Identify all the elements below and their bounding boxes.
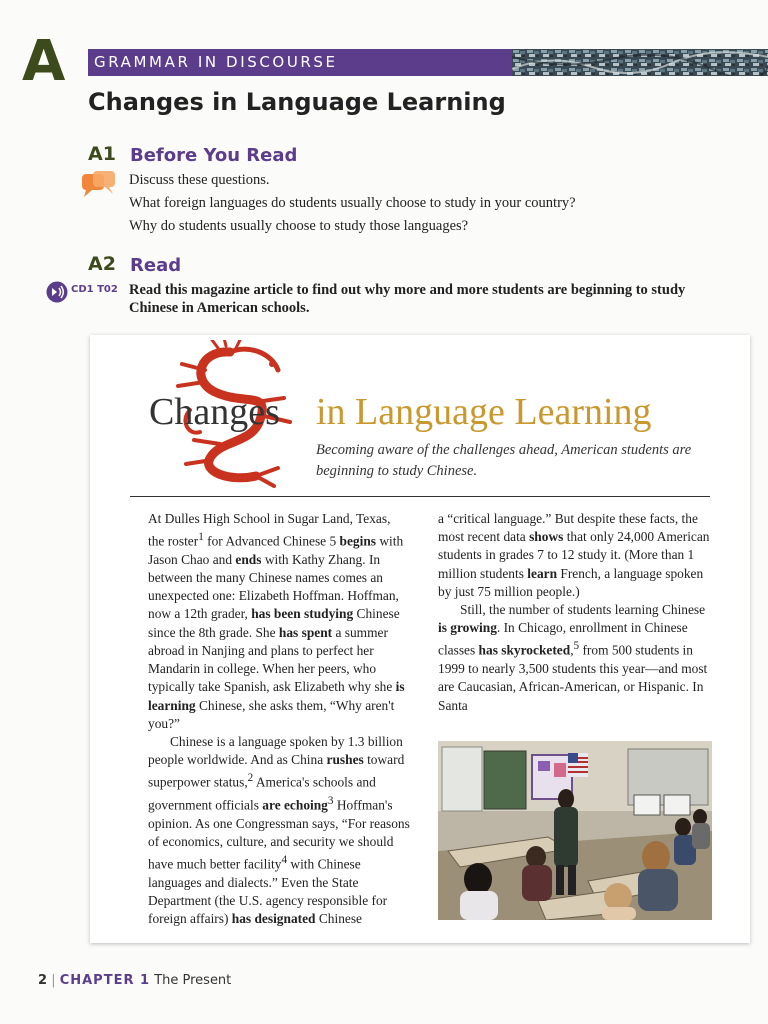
a1-line-2: What foreign languages do students usually choose to study in your country? — [129, 195, 576, 211]
article-subtitle: Becoming aware of the challenges ahead, American students are beginning to study Chinese. — [316, 442, 692, 479]
a1-line-1: Discuss these questions. — [129, 172, 270, 188]
article-column-left — [148, 510, 410, 928]
article-paragraph-3: Still, the number of students learning Chinese is growing. In Chicago, enrollment in Chinese classes has skyrocketed,$^5$ from 500 students in 1999 to nearly 3,500 students this year—and most are Caucasian, African-American, or Hispanic. In Santa — [438, 602, 708, 713]
mosaic-decoration — [512, 49, 768, 76]
article-divider — [130, 496, 710, 497]
a2-number: A2 — [88, 253, 116, 275]
footer-separator: | — [51, 973, 60, 988]
article-paragraph-2-cont: a “critical language.” But despite these facts, the most recent data shows that only 24,000 American students in grades 7 to 12 study it. (More than 1 million students learn French, a language spoken by just 75 million people.) — [438, 511, 710, 599]
footer-chapter-title: The Present — [154, 973, 232, 988]
cd-track-label: CD1 T02 — [71, 284, 118, 295]
article-title-changes: Changes — [149, 391, 280, 433]
classroom-photo — [438, 741, 712, 920]
audio-play-icon[interactable] — [46, 281, 68, 303]
page-footer — [38, 973, 231, 988]
a1-line-3: Why do students usually choose to study those languages? — [129, 218, 469, 234]
page-number: 2 — [38, 973, 48, 988]
a1-title: Before You Read — [130, 145, 298, 166]
a1-number: A1 — [88, 143, 116, 165]
page-heading: Changes in Language Learning — [88, 88, 506, 116]
article-paragraph-1: At Dulles High School in Sugar Land, Texas, the roster$^1$ for Advanced Chinese 5 begins with Jason Chao and ends with Kathy Zhang. In between the many Chinese names comes an unexpected one: Elizabeth Hoffman. Hoffman, now a 12th grader, has been studying Chinese since the 8th grade. She has spent a summer abroad in Nanjing and plans to perfect her Mandarin in college. When her peers, who typically take Spanish, ask Elizabeth why she is learning Chinese, she asks them, “Why aren't you?” — [148, 511, 405, 731]
footer-chapter: CHAPTER 1 — [59, 973, 151, 988]
discussion-icon — [80, 170, 120, 200]
article-paragraph-2: Chinese is a language spoken by 1.3 billion people worldwide. And as China rushes toward superpower status,$^2$ America's schools and government officials are echoing$^3$ Hoffman's opinion. As one Congressman says, “For reasons of economics, culture, and security we should have much better facility$^4$ with Chinese languages and dialects.” Even the State Department (the U.S. agency responsible for foreign affairs) has designated Chinese — [148, 733, 410, 927]
article-column-right — [438, 510, 710, 715]
section-banner-label: GRAMMAR IN DISCOURSE — [94, 53, 338, 71]
article-title-rest: in Language Learning — [316, 391, 652, 433]
a2-instruction: Read this magazine article to find out why more and more students are beginning to study Chinese in American schools. — [129, 282, 686, 316]
section-letter: A — [22, 29, 66, 94]
a2-title: Read — [130, 255, 182, 276]
